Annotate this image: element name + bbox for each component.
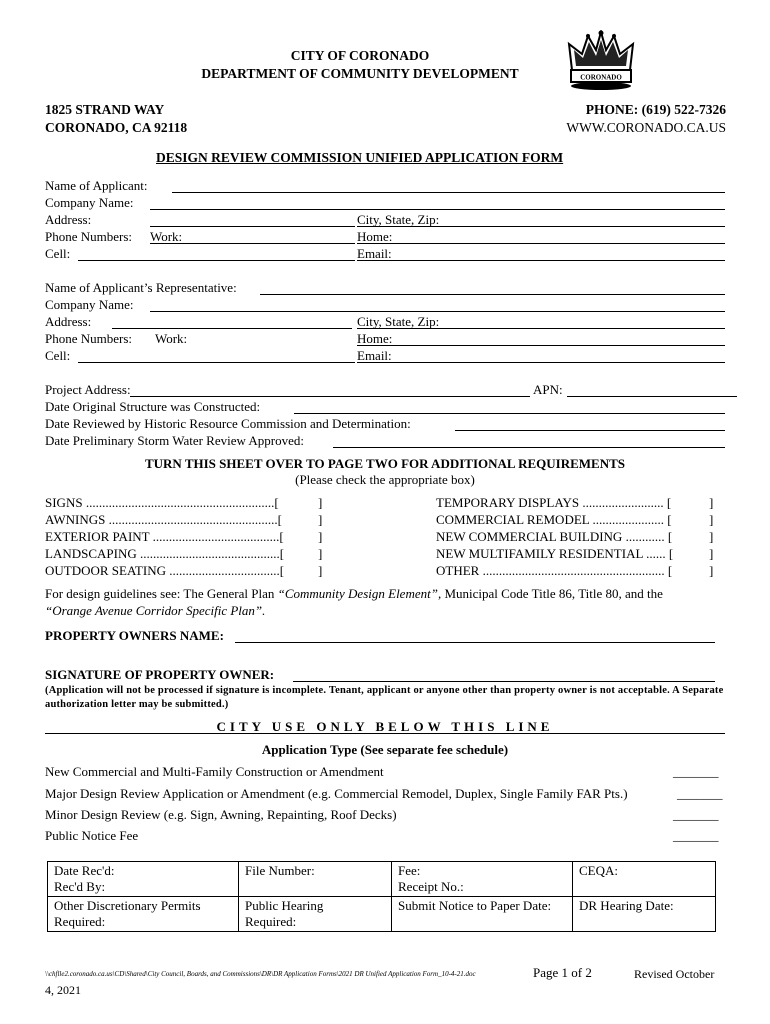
address-line-2: CORONADO, CA 92118 bbox=[45, 120, 188, 135]
rep-cell-field[interactable] bbox=[78, 362, 355, 363]
checkbox-commercial-remodel[interactable]: COMMERCIAL REMODEL ...................... [ bbox=[436, 512, 672, 527]
revised-date: 4, 2021 bbox=[45, 983, 81, 997]
app-type-public-notice: Public Notice Fee bbox=[45, 828, 139, 843]
checkbox-new-commercial-building[interactable]: NEW COMMERCIAL BUILDING ............ [ bbox=[436, 529, 673, 544]
signature-field[interactable] bbox=[293, 681, 715, 682]
close-bracket: ] bbox=[709, 563, 714, 578]
checkbox-exterior-paint[interactable]: EXTERIOR PAINT .......................................[ bbox=[45, 529, 284, 544]
applicant-cell-label: Cell: bbox=[45, 246, 71, 261]
applicant-phone-label: Phone Numbers: bbox=[45, 229, 133, 244]
close-bracket: ] bbox=[318, 563, 323, 578]
project-address-label: Project Address: bbox=[45, 382, 131, 397]
rep-address-label: Address: bbox=[45, 314, 92, 329]
submit-notice-label: Submit Notice to Paper Date: bbox=[398, 898, 552, 913]
rep-home-field[interactable] bbox=[357, 345, 725, 346]
guidelines-community-design: “Community Design Element”, bbox=[277, 586, 442, 601]
signature-note: (Application will not be processed if signature is incomplete. Tenant, applicant or anyone other than property owner is not acceptable. A Separate authorization letter may be submitted.) bbox=[45, 685, 724, 710]
rep-address-field[interactable] bbox=[112, 328, 352, 329]
guidelines-orange-avenue: “Orange Avenue Corridor Specific Plan”. bbox=[45, 603, 266, 618]
property-owners-name-label: PROPERTY OWNERS NAME: bbox=[45, 628, 224, 643]
rep-name-label: Name of Applicant’s Representative: bbox=[45, 280, 237, 295]
applicant-email-label: Email: bbox=[357, 246, 392, 261]
applicant-csz-label: City, State, Zip: bbox=[357, 212, 440, 227]
close-bracket: ] bbox=[709, 512, 714, 527]
rep-cell-label: Cell: bbox=[45, 348, 71, 363]
rep-company-label: Company Name: bbox=[45, 297, 134, 312]
footer-file-path: \\chflle2.coronado.ca.us\CD\Shared\City Council, Boards, and Commissions\DR\DR Application Forms\2021 DR Unified Application Form_10-4-21.doc bbox=[45, 970, 476, 978]
rep-home-label: Home: bbox=[357, 331, 393, 346]
app-type-blank[interactable]: _______ bbox=[677, 786, 723, 801]
app-type-blank[interactable]: _______ bbox=[673, 764, 719, 779]
ceqa-cell[interactable] bbox=[573, 862, 716, 897]
historic-review-label: Date Reviewed by Historic Resource Commission and Determination: bbox=[45, 416, 411, 431]
address-line-1: 1825 STRAND WAY bbox=[45, 102, 165, 117]
applicant-company-field[interactable] bbox=[150, 209, 725, 210]
phone-number: PHONE: (619) 522-7326 bbox=[585, 102, 726, 117]
rep-phone-label: Phone Numbers: bbox=[45, 331, 133, 346]
rep-company-field[interactable] bbox=[150, 311, 725, 312]
property-owners-name-field[interactable] bbox=[235, 642, 715, 643]
applicant-work-label: Work: bbox=[150, 229, 183, 244]
form-title: DESIGN REVIEW COMMISSION UNIFIED APPLICATION FORM bbox=[156, 150, 564, 165]
guidelines-line-1 bbox=[45, 586, 663, 602]
close-bracket: ] bbox=[318, 495, 323, 510]
app-type-major-review: Major Design Review Application or Amendment (e.g. Commercial Remodel, Duplex, Single Family FAR Pts.) bbox=[45, 786, 628, 801]
date-received-label: Date Rec'd: bbox=[54, 863, 115, 878]
close-bracket: ] bbox=[709, 495, 714, 510]
file-number-cell[interactable] bbox=[239, 862, 392, 897]
receipt-number-label: Receipt No.: bbox=[398, 879, 464, 894]
guidelines-line-2 bbox=[45, 603, 265, 619]
apn-field[interactable] bbox=[567, 396, 737, 397]
rep-work-label: Work: bbox=[155, 331, 188, 346]
file-number-label: File Number: bbox=[245, 863, 315, 878]
constructed-date-field[interactable] bbox=[294, 413, 725, 414]
applicant-address-label: Address: bbox=[45, 212, 92, 227]
applicant-work-field[interactable] bbox=[150, 243, 355, 244]
close-bracket: ] bbox=[318, 546, 323, 561]
received-by-label: Rec'd By: bbox=[54, 879, 106, 894]
close-bracket: ] bbox=[318, 512, 323, 527]
rep-name-field[interactable] bbox=[260, 294, 725, 295]
checkbox-awnings[interactable]: AWNINGS ....................................................[ bbox=[45, 512, 282, 527]
applicant-company-label: Company Name: bbox=[45, 195, 134, 210]
city-name: CITY OF CORONADO bbox=[290, 48, 430, 63]
fee-cell[interactable] bbox=[392, 862, 573, 897]
app-type-minor-review: Minor Design Review (e.g. Sign, Awning, Repainting, Roof Decks) bbox=[45, 807, 397, 822]
other-permits-cell[interactable] bbox=[48, 897, 239, 932]
applicant-home-field[interactable] bbox=[357, 243, 725, 244]
constructed-date-label: Date Original Structure was Constructed: bbox=[45, 399, 261, 414]
page-number: Page 1 of 2 bbox=[533, 965, 592, 980]
signature-label: SIGNATURE OF PROPERTY OWNER: bbox=[45, 667, 275, 682]
seal-text: CORONADO bbox=[580, 73, 622, 82]
close-bracket: ] bbox=[318, 529, 323, 544]
historic-review-field[interactable] bbox=[455, 430, 725, 431]
checkbox-landscaping[interactable]: LANDSCAPING ...........................................[ bbox=[45, 546, 285, 561]
checkbox-other[interactable]: OTHER ........................................................ [ bbox=[436, 563, 673, 578]
checkbox-outdoor-seating[interactable]: OUTDOOR SEATING ..................................[ bbox=[45, 563, 285, 578]
guidelines-prefix: For design guidelines see: The General Plan bbox=[45, 586, 278, 601]
applicant-name-field[interactable] bbox=[172, 192, 725, 193]
close-bracket: ] bbox=[709, 529, 714, 544]
city-use-table bbox=[47, 861, 716, 932]
storm-water-label: Date Preliminary Storm Water Review Approved: bbox=[45, 433, 305, 448]
applicant-cell-field[interactable] bbox=[78, 260, 355, 261]
check-box-instruction: (Please check the appropriate box) bbox=[295, 472, 475, 487]
submit-notice-cell[interactable] bbox=[392, 897, 573, 932]
city-use-divider: CITY USE ONLY BELOW THIS LINE bbox=[216, 719, 554, 734]
rep-email-field[interactable] bbox=[357, 362, 725, 363]
checkbox-temporary-displays[interactable]: TEMPORARY DISPLAYS ......................... [ bbox=[436, 495, 672, 510]
project-address-field[interactable] bbox=[130, 396, 530, 397]
apn-label: APN: bbox=[533, 382, 563, 397]
storm-water-field[interactable] bbox=[333, 447, 725, 448]
app-type-blank[interactable]: _______ bbox=[673, 807, 719, 822]
applicant-name-label: Name of Applicant: bbox=[45, 178, 148, 193]
dr-hearing-cell[interactable] bbox=[573, 897, 716, 932]
ceqa-label: CEQA: bbox=[579, 863, 618, 878]
rep-csz-label: City, State, Zip: bbox=[357, 314, 440, 329]
dr-hearing-label: DR Hearing Date: bbox=[579, 898, 674, 913]
date-received-cell[interactable] bbox=[48, 862, 239, 897]
guidelines-middle: Municipal Code Title 86, Title 80, and the bbox=[441, 586, 663, 601]
checkbox-signs[interactable]: SIGNS ..........................................................[ bbox=[45, 495, 279, 510]
turn-over-instruction: TURN THIS SHEET OVER TO PAGE TWO FOR ADDITIONAL REQUIREMENTS bbox=[144, 456, 626, 471]
website: WWW.CORONADO.CA.US bbox=[566, 120, 726, 135]
revised-label: Revised October bbox=[634, 967, 715, 981]
application-type-title: Application Type (See separate fee schedule) bbox=[261, 742, 509, 757]
city-seal-crown-icon bbox=[566, 30, 636, 92]
other-permits-label: Other Discretionary Permits bbox=[54, 898, 201, 913]
other-permits-required-label: Required: bbox=[54, 914, 106, 929]
app-type-new-commercial: New Commercial and Multi-Family Construction or Amendment bbox=[45, 764, 384, 779]
department-name: DEPARTMENT OF COMMUNITY DEVELOPMENT bbox=[201, 66, 519, 81]
public-hearing-required-label: Required: bbox=[245, 914, 297, 929]
close-bracket: ] bbox=[709, 546, 714, 561]
applicant-email-field[interactable] bbox=[357, 260, 725, 261]
rep-csz-field[interactable] bbox=[357, 328, 725, 329]
applicant-address-field[interactable] bbox=[150, 226, 355, 227]
fee-label: Fee: bbox=[398, 863, 421, 878]
public-hearing-label: Public Hearing bbox=[245, 898, 324, 913]
applicant-csz-field[interactable] bbox=[357, 226, 725, 227]
checkbox-new-multifamily[interactable]: NEW MULTIFAMILY RESIDENTIAL ...... [ bbox=[436, 546, 674, 561]
public-hearing-cell[interactable] bbox=[239, 897, 392, 932]
applicant-home-label: Home: bbox=[357, 229, 393, 244]
app-type-blank[interactable]: _______ bbox=[673, 828, 719, 843]
rep-email-label: Email: bbox=[357, 348, 392, 363]
